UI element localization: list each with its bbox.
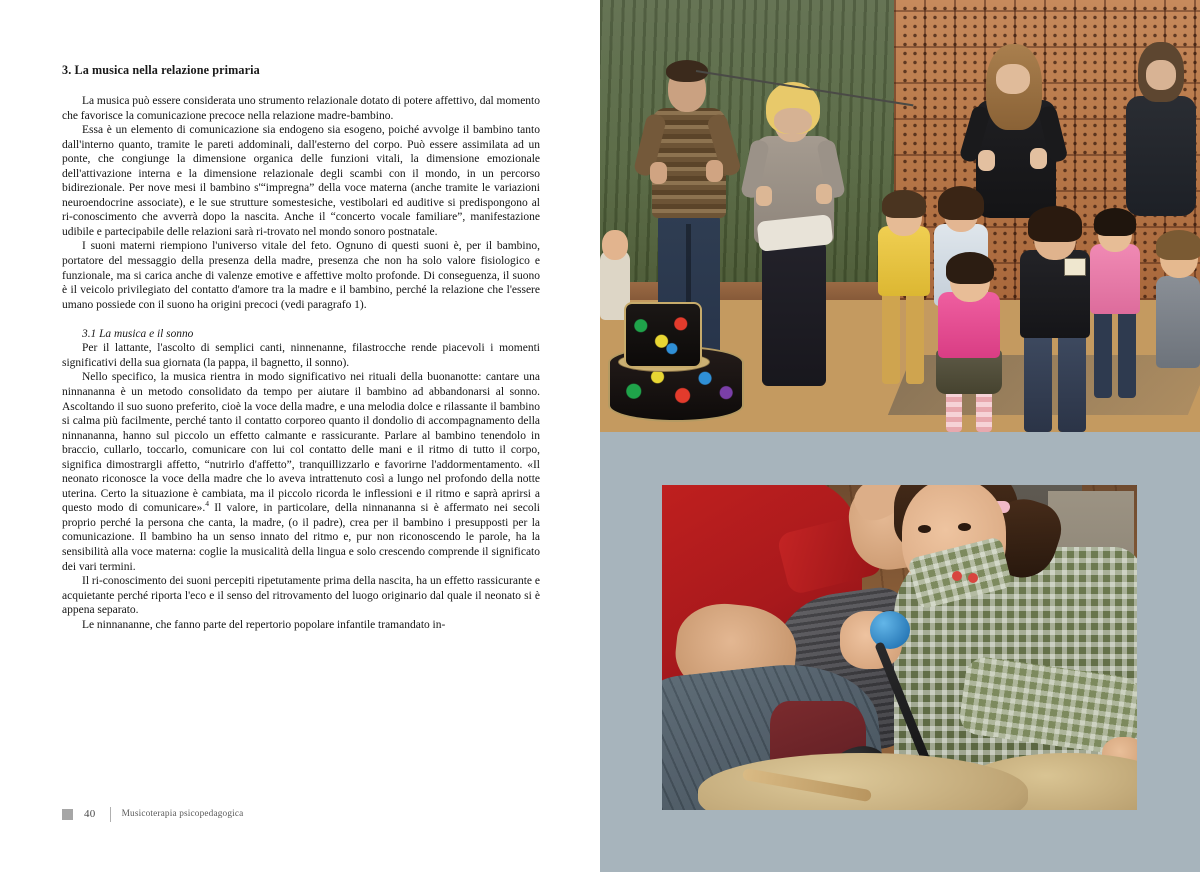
child-dark-jacket (1012, 214, 1098, 432)
sub-section-heading: 3.1 La musica e il sonno (82, 327, 194, 340)
child-white-hair (938, 186, 984, 220)
section-heading: 3. La musica nella relazione primaria (62, 63, 260, 77)
adult-right-hair (1138, 42, 1184, 102)
child-far-right-hair (1156, 230, 1200, 260)
woman2-hair (986, 44, 1042, 130)
final-paragraph-2: Le ninnananne, che fanno parte del repertorio popolare infantile tramandato in- (82, 618, 446, 631)
adult-woman-blonde (748, 82, 844, 317)
woman1-right-hand (816, 184, 832, 204)
child-pink2-leg-right (1118, 310, 1136, 398)
footnote-marker: 4 (205, 499, 210, 509)
girl-button-1 (952, 571, 962, 581)
child-yellow-shirt (872, 196, 934, 396)
child-name-badge (1064, 258, 1086, 276)
child-dark-hair (1028, 206, 1082, 242)
right-photo-panel (600, 0, 1200, 872)
child-yellow-leg-right (906, 292, 924, 384)
woman2-left-hand (978, 150, 995, 171)
paragraph-spacer (62, 312, 540, 327)
page-footer (62, 806, 243, 822)
man-left-hand (650, 162, 667, 184)
child-left-head (602, 230, 628, 260)
child-pink2-hair (1094, 208, 1136, 236)
body-paragraph-3: I suoni materni riempiono l'universo vitale del feto. Ognuno di questi suoni è, per il bambino, portatore del messaggio della presenza della madre, presenza che non ha solo valore fisiologico e funzionale, ma si carica anche di valenze emotive e affettive molto profonde. Di conseguenza, il suono è il veicolo privilegiato del contatto d'amore tra la madre e il bambino, perché la relazione che l'essere umano possiede con il suono ha origini precoci (vedi paragrafo 1). (62, 240, 540, 311)
body-paragraph-1: La musica può essere considerata uno strumento relazionale dotato di potere affettivo, dal momento che favorisce la comunicazione precoce nella relazione madre-bambino. (62, 95, 540, 122)
adult-right-top (1126, 96, 1196, 216)
woman2-right-hand (1030, 148, 1047, 169)
child-pink-leg-left (946, 388, 962, 432)
child-yellow-torso (878, 226, 930, 296)
photo-group-session (600, 0, 1200, 432)
photo-girl-at-drum (662, 485, 1137, 810)
adult-background-right (1120, 40, 1200, 240)
book-title: Musicoterapia psicopedagogica (121, 809, 244, 819)
child-dark-leg-right (1058, 332, 1086, 432)
sub-paragraph-1: Per il lattante, l'ascolto di semplici canti, ninnenanne, filastrocche rende piacevoli i momenti significativi della sua giornata (la pappa, il bagnetto, il sonno). (62, 342, 540, 369)
text-column (62, 63, 540, 632)
woman1-legs (762, 242, 826, 386)
page-number: 40 (84, 808, 96, 820)
body-paragraph-2: Essa è un elemento di comunicazione sia endogeno sia esogeno, poiché avvolge il bambino tanto dall'interno quanto, tramite le pareti addominali, dall'esterno del corpo. Può essere assimilata ad un ponte, che congiunge la dimensione organica delle funzioni vitali, la dimensione emozionale dell'attivazione interna e la dimensione relazionale degli scambi con il mondo, in un percorso bidirezionale. Per nove mesi il bambino s'“impregna” della voce materna (anche tramite le variazioni neuroendocrine associate), e le sue strutture somestesiche, vestibolari ed auditive si predispongono al ri-conoscimento che avverrà dopo la nascita. Anche il “concerto vocale familiare”, manifestazione udibile e partecipabile delle relazioni sarà ri-trovato nel mondo sonoro postnatale. (62, 124, 540, 238)
girl-right-eye (958, 523, 971, 531)
man-right-hand (706, 160, 723, 182)
final-paragraph-1: Il ri-conoscimento dei suoni percepiti ripetutamente prima della nascita, ha un effetto rassicurante e acquietante perché riporta l'eco e il senso del ritrovamento del luogo originario dal quale il neonato si è appena separato. (62, 575, 540, 617)
child-pink-hair (946, 252, 994, 284)
adult-man-clapping (644, 56, 732, 302)
footer-divider (110, 807, 111, 822)
child-far-right-torso (1156, 276, 1200, 368)
woman1-left-hand (756, 186, 772, 206)
sub-paragraph-2 (62, 370, 540, 574)
child-pink-running (932, 258, 1006, 432)
girl-button-2 (968, 573, 978, 583)
child-dark-leg-left (1024, 332, 1052, 432)
child-yellow-hair (882, 190, 926, 218)
painted-snare-drum (624, 302, 702, 368)
child-far-right (1156, 236, 1200, 432)
girl-left-eye (918, 525, 931, 533)
child-yellow-leg-left (882, 292, 900, 384)
painted-drum-stack (608, 296, 748, 432)
sub-paragraph-2-text: Nello specifico, la musica rientra in modo significativo nei rituali della buonanotte: cantare una ninnananna è un metodo consolidato da tempo per aiutare il bambino ad abbandonarsi al sonno. Ascoltando il suo suono preferito, cioè la voce della madre, e una melodia dolce e rilassante il bambino si calma più facilmente, perché tanto il contatto corporeo quanto il dondolio di accompagnamento della ninnananna, hanno sul piccolo un effetto calmante e rassicurante. Parlare al bambino tenendolo in braccio, cullarlo, toccarlo, comunicare con lui col contatto delle mani e il ritmo di tutto il corpo, significa dimostrargli affetto, “nutrirlo d'affetto”, tranquillizzarlo e favorirne l'addormentamento. «Il neonato riconosce la voce della madre che lo aveva intrattenuto così a lungo nel profondo della notte uterina. Certo la situazione è cambiata, ma il piccolo ricorda le inflessioni e il ritmo e saprà aprirsi a questo modo di comunicare». (62, 371, 540, 515)
paragraph-after-footnote: Il valore, in particolare, della ninnananna si è affermato nei secoli proprio perché la persona che canta, la madre, (o il padre), crea per il bambino i presupposti per la comunicazione. Il bambino ha un senso innato del ritmo e, pur non riconoscendo le parole, ha la sensibilità alla voce materna: coglie la musicalità della lingua e solo crescendo comprende il significato dei vari termini. (62, 502, 540, 573)
footer-square-marker (62, 809, 73, 820)
girl-red-buttons (952, 571, 982, 583)
